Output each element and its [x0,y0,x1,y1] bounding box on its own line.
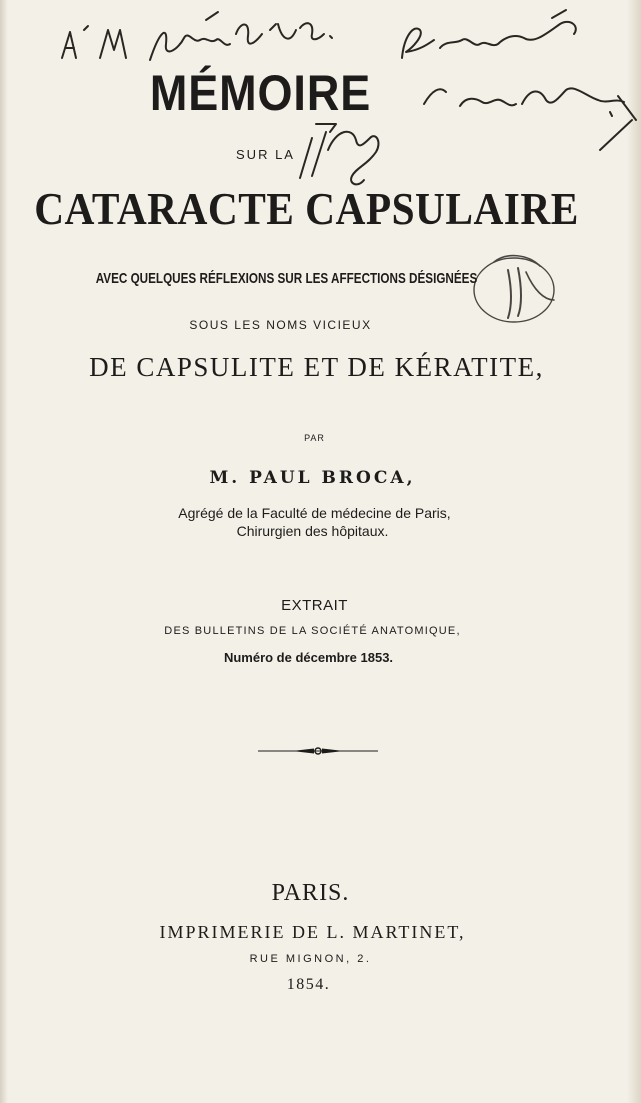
subtitle-line-2: SOUS LES NOMS VICIEUX [189,318,372,332]
title-sur-la: SUR LA [236,147,295,162]
by-label: PAR [304,433,325,443]
imprint-address: RUE MIGNON, 2. [249,953,372,965]
title-cataracte-capsulaire: CATARACTE CAPSULAIRE [34,183,579,234]
ornamental-rule [258,744,378,756]
author-title-2: Chirurgien des hôpitaux. [236,523,389,539]
extract-issue: Numéro de décembre 1853. [223,650,394,665]
extract-label: EXTRAIT [281,597,348,614]
imprint-year: 1854. [286,976,331,993]
subtitle-line-3: DE CAPSULITE ET DE KÉRATITE, [89,352,544,382]
subtitle-line-1: AVEC QUELQUES RÉFLEXIONS SUR LES AFFECTIONS DÉSIGNÉES [95,270,478,287]
title-memoire: MÉMOIRE [149,65,372,121]
author-name: M. PAUL BROCA, [209,468,416,488]
author-title-1: Agrégé de la Faculté de médecine de Paris, [178,505,451,521]
imprint-printer: IMPRIMERIE DE L. MARTINET, [159,922,466,942]
extract-source: DES BULLETINS DE LA SOCIÉTÉ ANATOMIQUE, [164,625,461,637]
imprint-city: PARIS. [271,880,350,906]
